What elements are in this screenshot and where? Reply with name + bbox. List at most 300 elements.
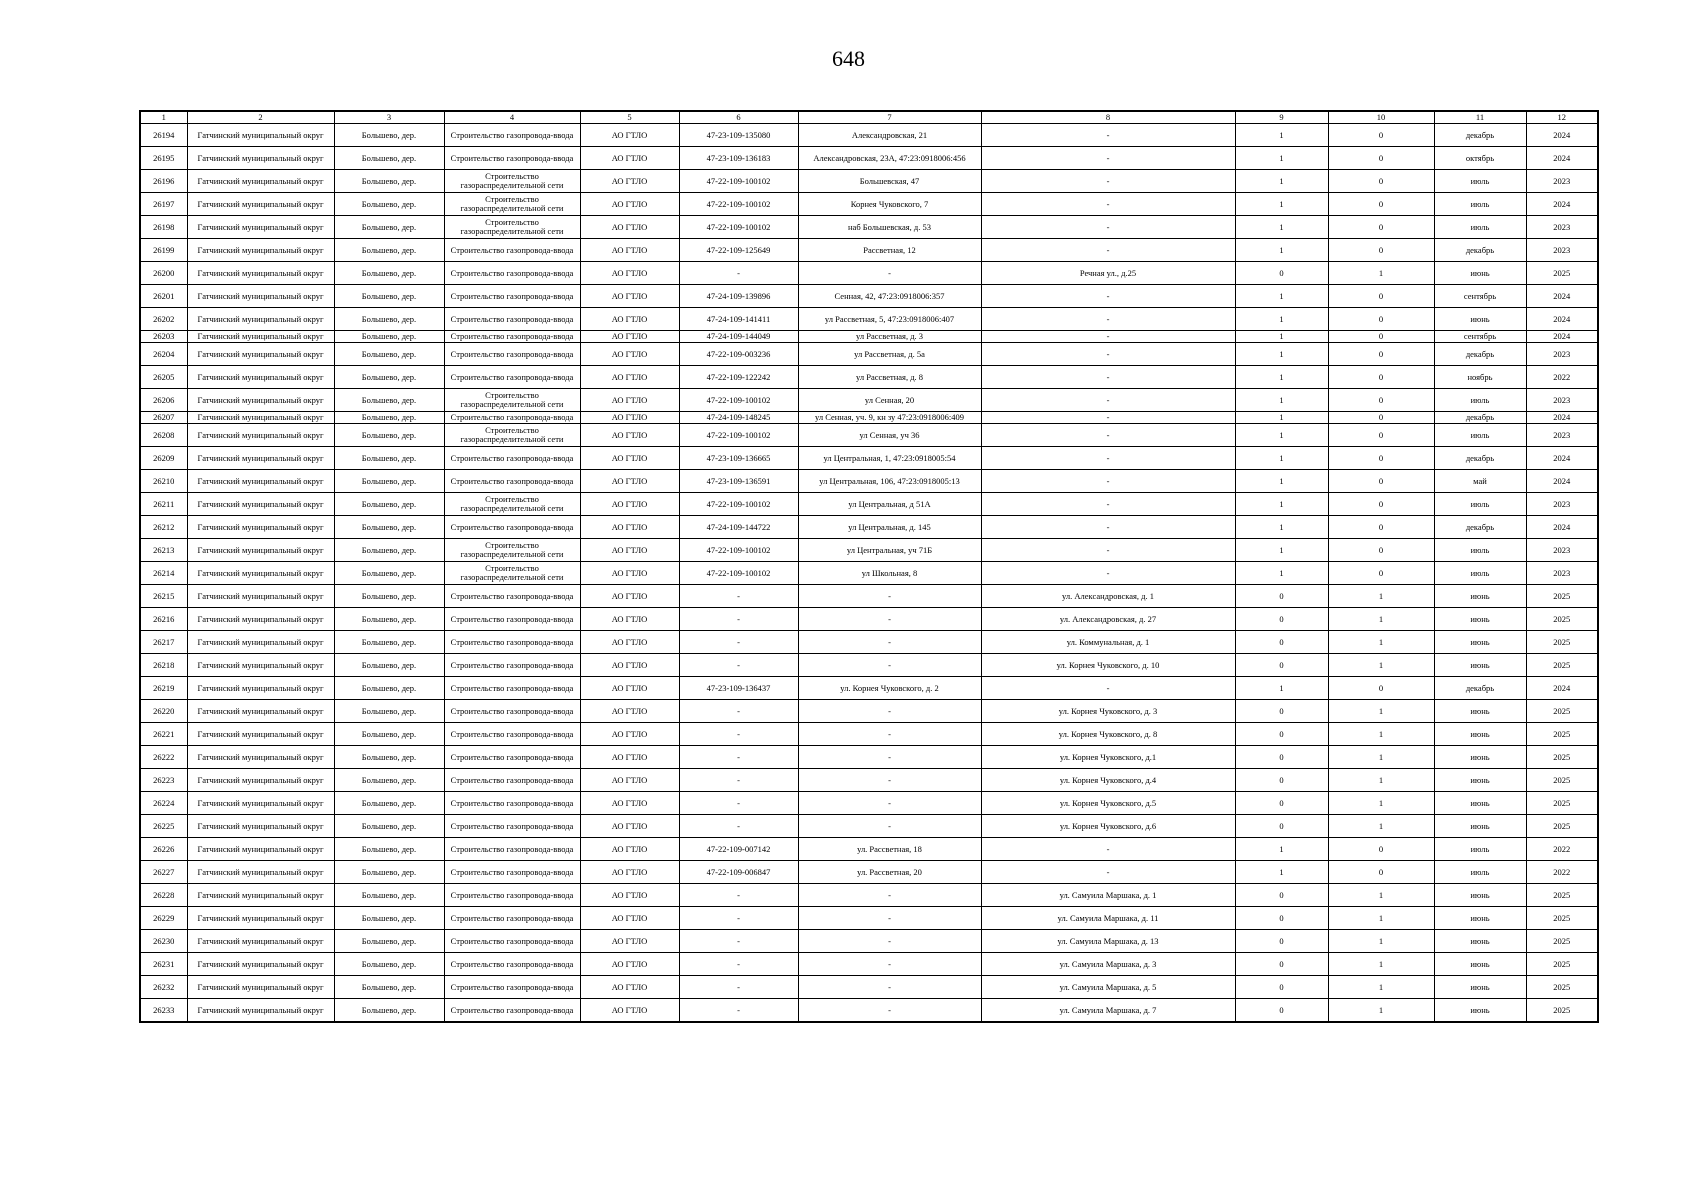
table-cell: Гатчинский муниципальный округ	[187, 769, 334, 792]
table-cell: -	[981, 539, 1235, 562]
registry-table	[139, 110, 1599, 1023]
table-cell: 2024	[1526, 124, 1598, 147]
table-row	[140, 170, 1598, 193]
table-cell: 2025	[1526, 700, 1598, 723]
table-cell: Большево, дер.	[334, 424, 444, 447]
table-cell: -	[679, 815, 798, 838]
table-cell: Большево, дер.	[334, 193, 444, 216]
table-cell: Сенная, 42, 47:23:0918006:357	[798, 285, 981, 308]
table-cell: ул. Корнея Чуковского, д.1	[981, 746, 1235, 769]
table-cell: 2022	[1526, 861, 1598, 884]
table-cell: 0	[1328, 562, 1434, 585]
table-cell: 26221	[140, 723, 187, 746]
table-cell: Строительство газопровода-ввода	[444, 124, 580, 147]
table-row	[140, 999, 1598, 1023]
table-row	[140, 493, 1598, 516]
column-header: 3	[334, 111, 444, 124]
table-cell: июнь	[1434, 585, 1526, 608]
table-cell: -	[798, 746, 981, 769]
table-cell: 0	[1235, 930, 1328, 953]
table-cell: 2025	[1526, 262, 1598, 285]
table-cell: Большево, дер.	[334, 147, 444, 170]
table-cell: Гатчинский муниципальный округ	[187, 424, 334, 447]
table-cell: 0	[1328, 124, 1434, 147]
table-cell: -	[798, 769, 981, 792]
table-cell: Гатчинский муниципальный округ	[187, 976, 334, 999]
table-cell: Большево, дер.	[334, 331, 444, 343]
table-cell: 0	[1328, 193, 1434, 216]
table-cell: 47-22-109-100102	[679, 562, 798, 585]
table-cell: -	[981, 308, 1235, 331]
table-cell: 26229	[140, 907, 187, 930]
table-cell: АО ГТЛО	[580, 792, 679, 815]
table-cell: 0	[1235, 723, 1328, 746]
table-cell: 0	[1235, 585, 1328, 608]
table-cell: ул Центральная, уч 71Б	[798, 539, 981, 562]
table-cell: июль	[1434, 562, 1526, 585]
table-cell: -	[798, 631, 981, 654]
table-cell: 1	[1328, 262, 1434, 285]
table-cell: 0	[1235, 884, 1328, 907]
table-cell: 26217	[140, 631, 187, 654]
table-cell: -	[679, 884, 798, 907]
table-cell: Гатчинский муниципальный округ	[187, 193, 334, 216]
table-cell: 0	[1328, 539, 1434, 562]
table-cell: Большево, дер.	[334, 884, 444, 907]
table-cell: ул. Корнея Чуковского, д.4	[981, 769, 1235, 792]
table-cell: 2025	[1526, 930, 1598, 953]
table-cell: 0	[1328, 308, 1434, 331]
table-cell: 26207	[140, 412, 187, 424]
table-cell: 1	[1235, 239, 1328, 262]
column-header: 9	[1235, 111, 1328, 124]
table-cell: 1	[1235, 343, 1328, 366]
table-cell: июнь	[1434, 999, 1526, 1023]
table-cell: 26211	[140, 493, 187, 516]
table-cell: 2025	[1526, 654, 1598, 677]
table-cell: АО ГТЛО	[580, 654, 679, 677]
table-cell: июнь	[1434, 930, 1526, 953]
table-cell: 1	[1328, 769, 1434, 792]
table-cell: -	[981, 516, 1235, 539]
table-cell: 26230	[140, 930, 187, 953]
table-cell: -	[679, 631, 798, 654]
table-cell: Строительство газопровода-ввода	[444, 447, 580, 470]
table-cell: 26212	[140, 516, 187, 539]
table-cell: -	[798, 999, 981, 1023]
table-cell: -	[981, 331, 1235, 343]
table-cell: 1	[1328, 654, 1434, 677]
table-cell: Большево, дер.	[334, 631, 444, 654]
table-header-row	[140, 111, 1598, 124]
table-row	[140, 562, 1598, 585]
table-cell: АО ГТЛО	[580, 677, 679, 700]
table-cell: июнь	[1434, 907, 1526, 930]
table-cell: 0	[1235, 654, 1328, 677]
table-cell: декабрь	[1434, 447, 1526, 470]
table-cell: -	[798, 930, 981, 953]
table-cell: 2025	[1526, 884, 1598, 907]
table-cell: Гатчинский муниципальный округ	[187, 585, 334, 608]
table-cell: Гатчинский муниципальный округ	[187, 907, 334, 930]
table-cell: 47-22-109-100102	[679, 216, 798, 239]
table-cell: Строительство газопровода-ввода	[444, 285, 580, 308]
table-cell: Гатчинский муниципальный округ	[187, 700, 334, 723]
table-row	[140, 861, 1598, 884]
table-cell: -	[679, 976, 798, 999]
table-cell: 0	[1235, 792, 1328, 815]
table-cell: 47-23-109-135080	[679, 124, 798, 147]
table-cell: Гатчинский муниципальный округ	[187, 308, 334, 331]
table-cell: 26208	[140, 424, 187, 447]
table-cell: ул. Самуила Маршака, д. 3	[981, 953, 1235, 976]
table-cell: Гатчинский муниципальный округ	[187, 262, 334, 285]
table-cell: Большево, дер.	[334, 262, 444, 285]
table-cell: 0	[1328, 424, 1434, 447]
column-header: 1	[140, 111, 187, 124]
table-cell: 1	[1328, 930, 1434, 953]
table-row	[140, 746, 1598, 769]
table-cell: -	[679, 953, 798, 976]
table-cell: 0	[1328, 516, 1434, 539]
table-cell: 0	[1235, 769, 1328, 792]
table-cell: -	[981, 562, 1235, 585]
table-cell: -	[981, 447, 1235, 470]
table-cell: 1	[1328, 792, 1434, 815]
table-cell: 26219	[140, 677, 187, 700]
table-cell: 26222	[140, 746, 187, 769]
table-cell: АО ГТЛО	[580, 170, 679, 193]
table-cell: ул Центральная, 106, 47:23:0918005:13	[798, 470, 981, 493]
table-cell: 2023	[1526, 539, 1598, 562]
table-cell: 1	[1235, 470, 1328, 493]
column-header: 5	[580, 111, 679, 124]
table-cell: -	[981, 193, 1235, 216]
table-cell: АО ГТЛО	[580, 815, 679, 838]
table-cell: Строительство газопровода-ввода	[444, 884, 580, 907]
table-cell: -	[981, 285, 1235, 308]
table-row	[140, 608, 1598, 631]
table-cell: Гатчинский муниципальный округ	[187, 654, 334, 677]
table-cell: 47-22-109-122242	[679, 366, 798, 389]
table-cell: 2024	[1526, 516, 1598, 539]
table-cell: -	[679, 723, 798, 746]
table-cell: 26223	[140, 769, 187, 792]
table-cell: АО ГТЛО	[580, 331, 679, 343]
table-cell: Речная ул., д.25	[981, 262, 1235, 285]
table-cell: 2023	[1526, 389, 1598, 412]
table-cell: Рассветная, 12	[798, 239, 981, 262]
table-cell: Александровская, 21	[798, 124, 981, 147]
table-cell: Гатчинский муниципальный округ	[187, 147, 334, 170]
table-row	[140, 366, 1598, 389]
table-cell: Строительство газораспределительной сети	[444, 216, 580, 239]
table-cell: Гатчинский муниципальный округ	[187, 216, 334, 239]
table-cell: декабрь	[1434, 412, 1526, 424]
table-cell: 47-23-109-136591	[679, 470, 798, 493]
table-cell: Большево, дер.	[334, 412, 444, 424]
table-cell: -	[798, 884, 981, 907]
table-cell: Строительство газопровода-ввода	[444, 366, 580, 389]
table-cell: Строительство газораспределительной сети	[444, 424, 580, 447]
table-cell: июнь	[1434, 769, 1526, 792]
table-cell: 0	[1328, 470, 1434, 493]
table-cell: 2025	[1526, 746, 1598, 769]
table-cell: Большево, дер.	[334, 366, 444, 389]
table-cell: ул. Самуила Маршака, д. 13	[981, 930, 1235, 953]
table-cell: -	[798, 654, 981, 677]
table-cell: июль	[1434, 838, 1526, 861]
table-cell: Строительство газопровода-ввода	[444, 262, 580, 285]
table-cell: 47-22-109-100102	[679, 170, 798, 193]
table-cell: АО ГТЛО	[580, 285, 679, 308]
table-cell: Гатчинский муниципальный округ	[187, 838, 334, 861]
table-cell: Большево, дер.	[334, 343, 444, 366]
table-cell: Гатчинский муниципальный округ	[187, 861, 334, 884]
column-header: 8	[981, 111, 1235, 124]
column-header: 6	[679, 111, 798, 124]
table-cell: АО ГТЛО	[580, 562, 679, 585]
table-cell: Большево, дер.	[334, 470, 444, 493]
table-cell: декабрь	[1434, 124, 1526, 147]
table-cell: Строительство газопровода-ввода	[444, 976, 580, 999]
table-cell: 47-22-109-100102	[679, 539, 798, 562]
table-cell: 47-22-109-100102	[679, 389, 798, 412]
table-cell: Большево, дер.	[334, 677, 444, 700]
table-cell: АО ГТЛО	[580, 769, 679, 792]
table-cell: Строительство газораспределительной сети	[444, 493, 580, 516]
table-cell: АО ГТЛО	[580, 953, 679, 976]
table-cell: Большево, дер.	[334, 953, 444, 976]
table-cell: -	[679, 262, 798, 285]
table-row	[140, 953, 1598, 976]
table-cell: 0	[1235, 976, 1328, 999]
table-cell: -	[798, 792, 981, 815]
table-cell: Строительство газопровода-ввода	[444, 930, 580, 953]
table-cell: Большево, дер.	[334, 216, 444, 239]
table-cell: Строительство газопровода-ввода	[444, 815, 580, 838]
table-cell: 1	[1235, 389, 1328, 412]
table-cell: АО ГТЛО	[580, 608, 679, 631]
table-cell: 2025	[1526, 585, 1598, 608]
table-cell: 2024	[1526, 677, 1598, 700]
table-cell: 0	[1328, 493, 1434, 516]
table-cell: 0	[1328, 861, 1434, 884]
table-cell: 2024	[1526, 193, 1598, 216]
table-cell: -	[679, 769, 798, 792]
table-cell: 1	[1328, 999, 1434, 1023]
table-cell: -	[679, 999, 798, 1023]
table-cell: ул. Корнея Чуковского, д. 3	[981, 700, 1235, 723]
table-cell: Строительство газопровода-ввода	[444, 769, 580, 792]
table-cell: ул Центральная, д 51А	[798, 493, 981, 516]
table-cell: АО ГТЛО	[580, 424, 679, 447]
page-number: 648	[832, 46, 865, 71]
table-cell: 47-24-109-144049	[679, 331, 798, 343]
table-cell: 2024	[1526, 470, 1598, 493]
table-cell: АО ГТЛО	[580, 631, 679, 654]
table-cell: Гатчинский муниципальный округ	[187, 723, 334, 746]
table-cell: 0	[1328, 366, 1434, 389]
table-cell: -	[798, 262, 981, 285]
table-cell: 1	[1328, 976, 1434, 999]
table-cell: 1	[1328, 953, 1434, 976]
table-cell: Гатчинский муниципальный округ	[187, 930, 334, 953]
table-cell: АО ГТЛО	[580, 447, 679, 470]
table-cell: Большево, дер.	[334, 493, 444, 516]
table-cell: АО ГТЛО	[580, 147, 679, 170]
table-cell: 26205	[140, 366, 187, 389]
table-cell: 1	[1235, 539, 1328, 562]
table-cell: 47-23-109-136665	[679, 447, 798, 470]
table-cell: 26202	[140, 308, 187, 331]
table-cell: Большево, дер.	[334, 124, 444, 147]
table-cell: 2024	[1526, 412, 1598, 424]
table-cell: 1	[1235, 516, 1328, 539]
table-cell: Строительство газопровода-ввода	[444, 608, 580, 631]
table-row	[140, 815, 1598, 838]
table-cell: 2023	[1526, 239, 1598, 262]
table-cell: 1	[1235, 861, 1328, 884]
table-cell: 1	[1328, 585, 1434, 608]
table-cell: Гатчинский муниципальный округ	[187, 239, 334, 262]
table-cell: 26210	[140, 470, 187, 493]
table-cell: -	[981, 343, 1235, 366]
table-cell: 1	[1328, 746, 1434, 769]
table-cell: -	[981, 493, 1235, 516]
table-cell: 26233	[140, 999, 187, 1023]
table-cell: Строительство газопровода-ввода	[444, 147, 580, 170]
table-cell: 47-24-109-141411	[679, 308, 798, 331]
table-cell: 0	[1235, 262, 1328, 285]
table-cell: -	[981, 861, 1235, 884]
table-cell: Большево, дер.	[334, 239, 444, 262]
table-cell: 26213	[140, 539, 187, 562]
table-cell: 2025	[1526, 723, 1598, 746]
table-cell: 47-23-109-136437	[679, 677, 798, 700]
table-cell: Большево, дер.	[334, 539, 444, 562]
table-cell: 2025	[1526, 999, 1598, 1023]
column-header: 4	[444, 111, 580, 124]
table-cell: Большево, дер.	[334, 562, 444, 585]
table-cell: июль	[1434, 193, 1526, 216]
table-cell: Большево, дер.	[334, 723, 444, 746]
table-cell: АО ГТЛО	[580, 585, 679, 608]
table-cell: Корнея Чуковского, 7	[798, 193, 981, 216]
table-cell: июнь	[1434, 654, 1526, 677]
table-cell: 2025	[1526, 815, 1598, 838]
table-cell: Строительство газопровода-ввода	[444, 470, 580, 493]
table-cell: -	[679, 907, 798, 930]
table-cell: Большево, дер.	[334, 654, 444, 677]
table-cell: 1	[1235, 285, 1328, 308]
table-cell: Строительство газопровода-ввода	[444, 308, 580, 331]
table-cell: -	[981, 147, 1235, 170]
table-cell: ул Рассветная, д. 3	[798, 331, 981, 343]
table-cell: 2023	[1526, 170, 1598, 193]
table-cell: Большевская, 47	[798, 170, 981, 193]
table-cell: 26232	[140, 976, 187, 999]
table-cell: 1	[1328, 815, 1434, 838]
table-cell: -	[798, 976, 981, 999]
column-header: 10	[1328, 111, 1434, 124]
table-cell: АО ГТЛО	[580, 366, 679, 389]
table-cell: июль	[1434, 170, 1526, 193]
table-cell: 47-22-109-100102	[679, 424, 798, 447]
table-cell: ул. Рассветная, 18	[798, 838, 981, 861]
table-cell: 2024	[1526, 147, 1598, 170]
table-cell: Строительство газопровода-ввода	[444, 331, 580, 343]
table-cell: -	[679, 585, 798, 608]
table-cell: Гатчинский муниципальный округ	[187, 412, 334, 424]
table-cell: 2022	[1526, 838, 1598, 861]
table-cell: июнь	[1434, 262, 1526, 285]
column-header: 7	[798, 111, 981, 124]
table-cell: АО ГТЛО	[580, 493, 679, 516]
table-cell: Строительство газопровода-ввода	[444, 343, 580, 366]
table-cell: Строительство газопровода-ввода	[444, 838, 580, 861]
table-cell: АО ГТЛО	[580, 746, 679, 769]
table-cell: Большево, дер.	[334, 746, 444, 769]
table-cell: 26196	[140, 170, 187, 193]
table-row	[140, 700, 1598, 723]
table-cell: 0	[1235, 999, 1328, 1023]
table-cell: АО ГТЛО	[580, 861, 679, 884]
table-cell: Гатчинский муниципальный округ	[187, 170, 334, 193]
table-cell: 0	[1328, 216, 1434, 239]
table-cell: 26215	[140, 585, 187, 608]
table-cell: -	[981, 366, 1235, 389]
table-cell: Большево, дер.	[334, 170, 444, 193]
table-cell: -	[981, 216, 1235, 239]
table-cell: июнь	[1434, 792, 1526, 815]
table-cell: 1	[1235, 447, 1328, 470]
table-cell: Строительство газопровода-ввода	[444, 723, 580, 746]
table-cell: Строительство газопровода-ввода	[444, 631, 580, 654]
table-cell: Строительство газопровода-ввода	[444, 516, 580, 539]
table-row	[140, 343, 1598, 366]
table-cell: Строительство газораспределительной сети	[444, 170, 580, 193]
table-cell: 47-24-109-148245	[679, 412, 798, 424]
table-cell: Гатчинский муниципальный округ	[187, 343, 334, 366]
table-cell: АО ГТЛО	[580, 907, 679, 930]
table-cell: 1	[1235, 147, 1328, 170]
table-cell: 0	[1328, 147, 1434, 170]
table-cell: 2023	[1526, 493, 1598, 516]
table-cell: Строительство газораспределительной сети	[444, 539, 580, 562]
table-row	[140, 654, 1598, 677]
table-cell: ул. Александровская, д. 1	[981, 585, 1235, 608]
table-cell: -	[679, 930, 798, 953]
table-cell: ул Рассветная, 5, 47:23:0918006:407	[798, 308, 981, 331]
table-cell: АО ГТЛО	[580, 308, 679, 331]
table-cell: 1	[1235, 366, 1328, 389]
table-cell: 1	[1328, 884, 1434, 907]
table-cell: ул Центральная, д. 145	[798, 516, 981, 539]
table-cell: Большево, дер.	[334, 976, 444, 999]
table-cell: -	[981, 424, 1235, 447]
table-cell: 26197	[140, 193, 187, 216]
table-cell: июль	[1434, 216, 1526, 239]
table-cell: ул. Корнея Чуковского, д. 8	[981, 723, 1235, 746]
table-cell: Гатчинский муниципальный округ	[187, 493, 334, 516]
table-cell: Большево, дер.	[334, 608, 444, 631]
table-cell: АО ГТЛО	[580, 516, 679, 539]
table-row	[140, 124, 1598, 147]
table-cell: 1	[1235, 677, 1328, 700]
table-cell: Гатчинский муниципальный округ	[187, 631, 334, 654]
table-cell: Большево, дер.	[334, 585, 444, 608]
